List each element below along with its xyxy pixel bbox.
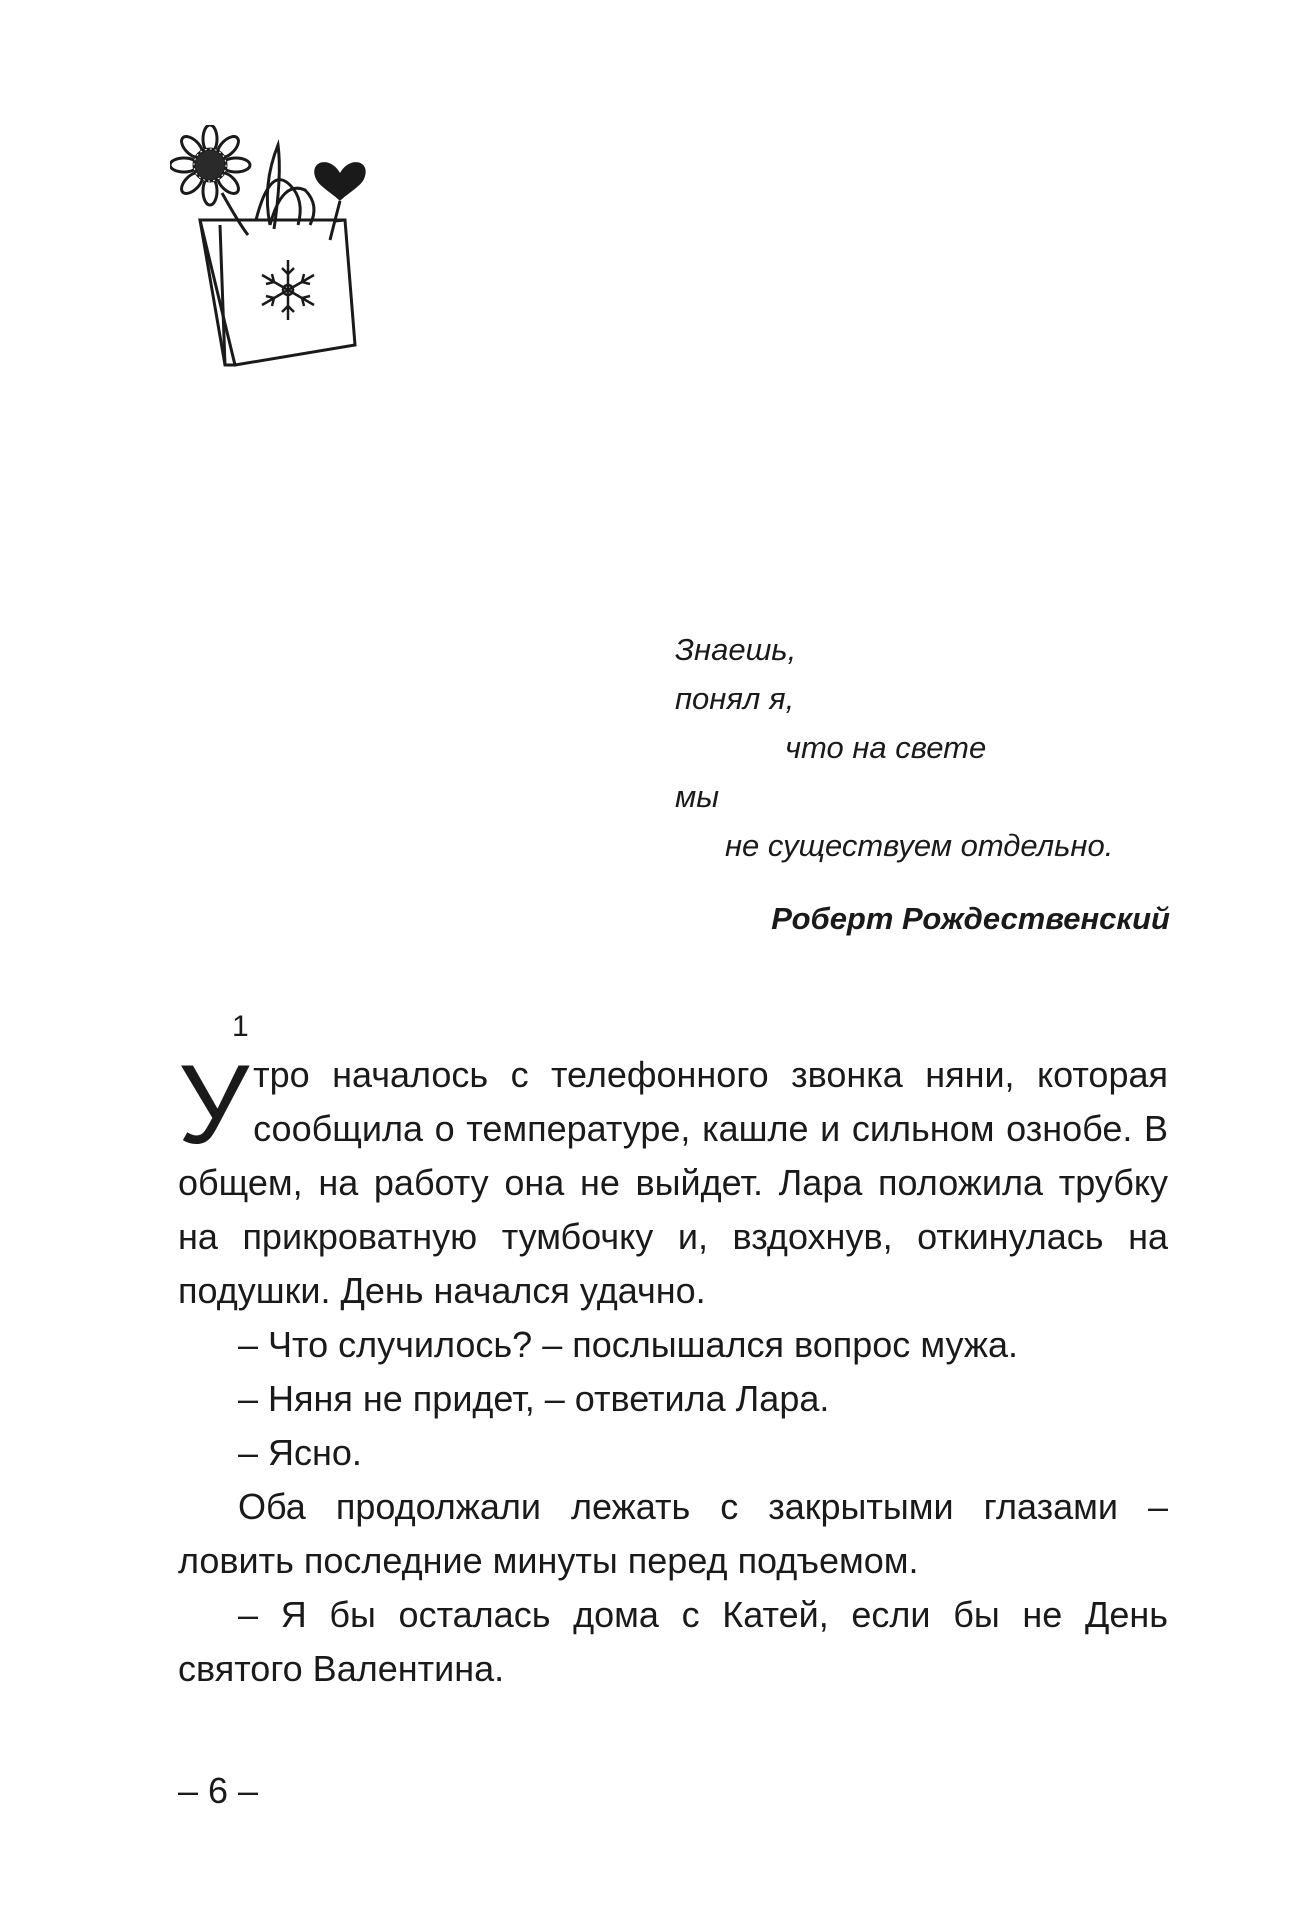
paragraph-narration: Оба продолжали лежать с закрытыми глазами – ловить последние минуты перед подъемом.: [178, 1486, 1168, 1581]
epigraph-line-1: Знаешь,: [675, 632, 797, 667]
paragraph-dialogue: – Ясно.: [238, 1432, 362, 1473]
drop-cap: У: [178, 1042, 250, 1167]
epigraph-line-5: не существуем отдельно.: [725, 828, 1114, 863]
snowflake-icon: [262, 260, 314, 320]
epigraph: [675, 625, 1195, 943]
chapter-body: [178, 1042, 1168, 1696]
paragraph-dialogue: – Няня не придет, – ответила Лара.: [238, 1378, 830, 1419]
chapter-number: 1: [232, 1010, 249, 1043]
epigraph-line-3: что на свете: [785, 730, 987, 765]
epigraph-author: Роберт Рождественский: [771, 901, 1170, 936]
paragraph-first-text: тро началось с телефонного звонка няни, которая сообщила о температуре, кашле и сильном ознобе. В общем, на работу она не выйдет. Лара положила трубку на прикроватную тумбочку и, вздохнув, откинулась на подушки. День начался удачно.: [178, 1054, 1168, 1311]
heart-icon: [314, 162, 365, 240]
epigraph-line-2: понял я,: [675, 681, 795, 716]
epigraph-line-4: мы: [675, 779, 720, 814]
paragraph-dialogue: – Я бы осталась дома с Катей, если бы не День святого Валентина.: [178, 1594, 1168, 1689]
paragraph-first: [178, 1042, 1168, 1318]
illustration-gift-bag-sunflower: [170, 125, 400, 375]
gift-bag-icon: [200, 220, 355, 365]
page-number: – 6 –: [178, 1770, 259, 1811]
paragraph-dialogue: – Что случилось? – послышался вопрос мужа.: [238, 1324, 1018, 1365]
